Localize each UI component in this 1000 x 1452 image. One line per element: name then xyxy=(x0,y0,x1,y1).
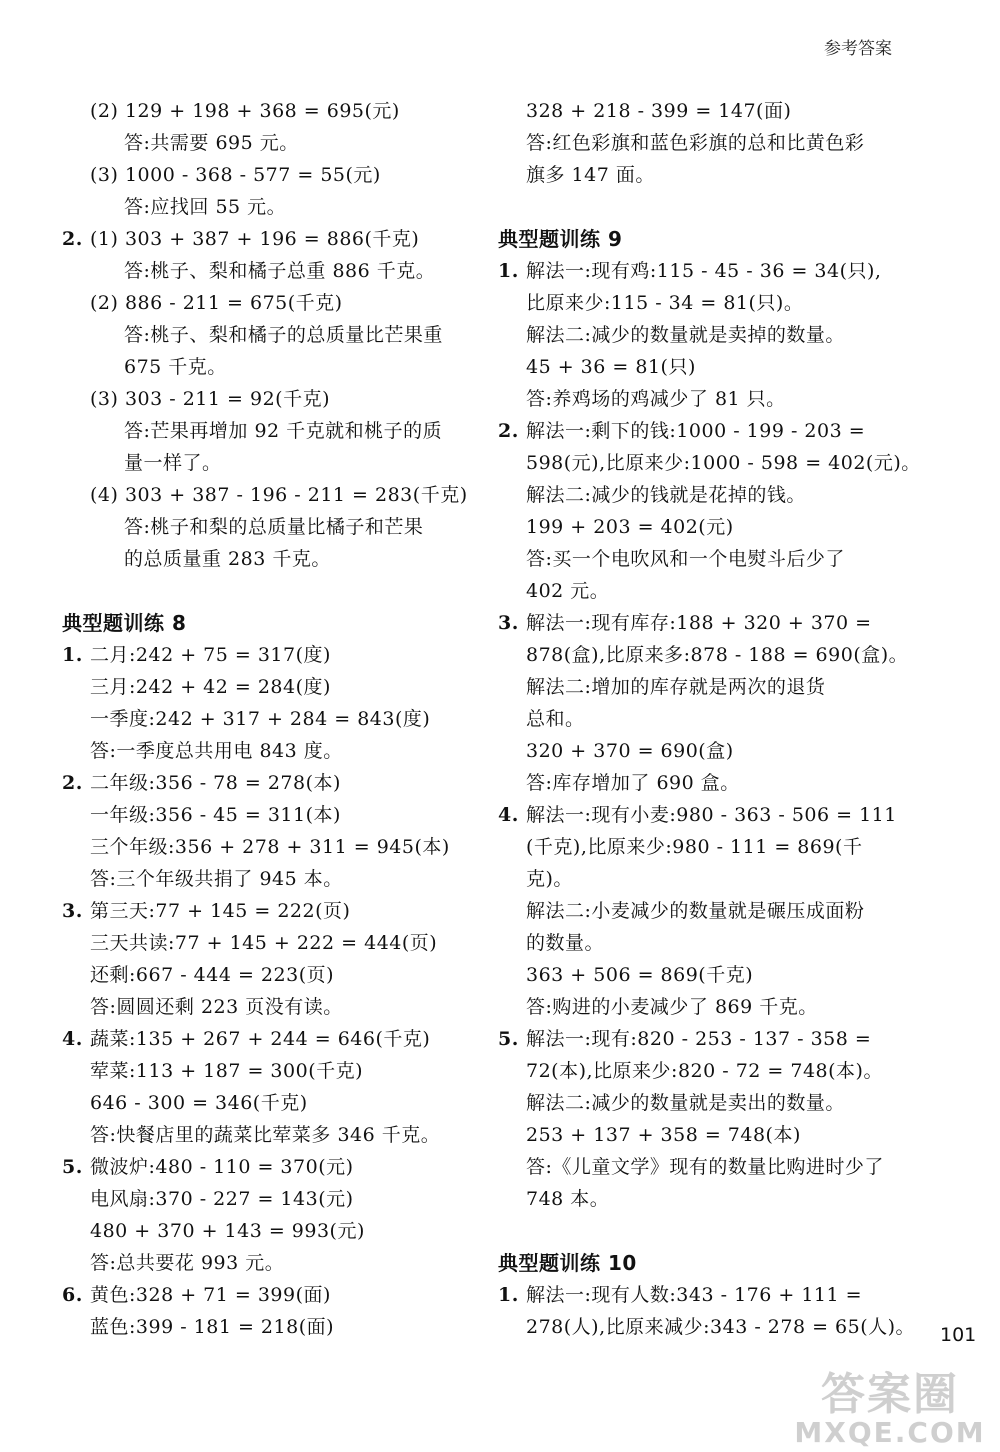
question-number: 4. xyxy=(62,1028,83,1050)
line-text: 二年级:356 - 78 = 278(本) xyxy=(90,772,341,794)
line-text: (1) 303 + 387 + 196 = 886(千克) xyxy=(90,228,420,250)
spacer xyxy=(498,1215,898,1247)
answer-line xyxy=(498,735,898,767)
answer-line xyxy=(62,383,462,415)
line-text: 荤菜:113 + 187 = 300(千克) xyxy=(90,1060,364,1082)
answer-line xyxy=(62,1183,462,1215)
answer-line xyxy=(498,607,898,639)
line-text: 答:《儿童文学》现有的数量比购进时少了 xyxy=(526,1156,884,1178)
answer-line xyxy=(498,255,898,287)
line-text: 748 本。 xyxy=(526,1188,610,1210)
answer-line xyxy=(498,1055,898,1087)
answer-line xyxy=(498,767,898,799)
line-text: 答:桃子、梨和橘子总重 886 千克。 xyxy=(124,260,436,282)
answer-line xyxy=(62,159,462,191)
line-text: 598(元),比原来少:1000 - 598 = 402(元)。 xyxy=(526,452,921,474)
line-text: 解法一:现有人数:343 - 176 + 111 = xyxy=(526,1284,863,1306)
answer-line xyxy=(62,799,462,831)
spacer xyxy=(62,575,462,607)
answer-line xyxy=(498,1119,898,1151)
line-text: 答:养鸡场的鸡减少了 81 只。 xyxy=(526,388,786,410)
line-text: 一季度:242 + 317 + 284 = 843(度) xyxy=(90,708,431,730)
line-text: 答:桃子和梨的总质量比橘子和芒果 xyxy=(124,516,424,538)
answer-line xyxy=(62,703,462,735)
line-text: 答:三个年级共捐了 945 本。 xyxy=(90,868,343,890)
answer-line xyxy=(62,95,462,127)
line-text: (2) 129 + 198 + 368 = 695(元) xyxy=(90,100,400,122)
line-text: 解法二:减少的数量就是卖出的数量。 xyxy=(526,1092,845,1114)
line-text: (3) 303 - 211 = 92(千克) xyxy=(90,388,330,410)
section-heading xyxy=(498,223,898,255)
watermark-text-bottom: MXQE.COM xyxy=(794,1416,986,1449)
line-text: 402 元。 xyxy=(526,580,610,602)
right-column xyxy=(498,95,921,1343)
answer-line xyxy=(498,959,898,991)
line-text: 解法二:减少的钱就是花掉的钱。 xyxy=(526,484,806,506)
watermark-logo xyxy=(785,1369,995,1450)
answer-line xyxy=(498,1151,898,1183)
answer-line xyxy=(498,159,898,191)
line-text: 量一样了。 xyxy=(124,452,222,474)
question-number: 6. xyxy=(62,1284,83,1306)
answer-line xyxy=(62,959,462,991)
page-header: 参考答案 xyxy=(824,39,892,59)
line-text: 675 千克。 xyxy=(124,356,227,378)
answer-line xyxy=(498,447,921,479)
question-number: 2. xyxy=(62,228,83,250)
answer-line xyxy=(62,127,462,159)
question-number: 3. xyxy=(498,612,519,634)
line-text: 45 + 36 = 81(只) xyxy=(526,356,696,378)
answer-line xyxy=(498,319,898,351)
answer-line xyxy=(62,351,462,383)
answer-line xyxy=(498,831,898,863)
answer-line xyxy=(498,927,898,959)
answer-line xyxy=(62,927,462,959)
line-text: 三天共读:77 + 145 + 222 = 444(页) xyxy=(90,932,438,954)
line-text: (千克),比原来少:980 - 111 = 869(千 xyxy=(526,836,863,858)
answer-line xyxy=(62,447,462,479)
answer-line xyxy=(498,671,898,703)
line-text: 典型题训练 8 xyxy=(62,611,187,635)
answer-line xyxy=(498,703,898,735)
line-text: 解法一:现有:820 - 253 - 137 - 358 = xyxy=(526,1028,872,1050)
line-text: 电风扇:370 - 227 = 143(元) xyxy=(90,1188,354,1210)
question-number: 1. xyxy=(498,1284,519,1306)
answer-line xyxy=(498,863,898,895)
answer-line xyxy=(498,799,898,831)
line-text: 解法一:现有库存:188 + 320 + 370 = xyxy=(526,612,872,634)
question-number: 5. xyxy=(498,1028,519,1050)
answer-line xyxy=(498,383,898,415)
answer-line xyxy=(498,1183,898,1215)
line-text: 363 + 506 = 869(千克) xyxy=(526,964,754,986)
page-number: 101 xyxy=(940,1324,977,1346)
answer-line xyxy=(498,1279,898,1311)
line-text: 一年级:356 - 45 = 311(本) xyxy=(90,804,341,826)
line-text: 72(本),比原来少:820 - 72 = 748(本)。 xyxy=(526,1060,883,1082)
line-text: 二月:242 + 75 = 317(度) xyxy=(90,644,331,666)
line-text: 答:一季度总共用电 843 度。 xyxy=(90,740,343,762)
answer-line xyxy=(498,127,898,159)
answer-line xyxy=(62,1247,462,1279)
line-text: 解法一:剩下的钱:1000 - 199 - 203 = xyxy=(526,420,866,442)
answer-line xyxy=(62,1055,462,1087)
question-number: 2. xyxy=(62,772,83,794)
answer-line xyxy=(62,671,462,703)
answer-line xyxy=(498,639,909,671)
question-number: 5. xyxy=(62,1156,83,1178)
line-text: 第三天:77 + 145 = 222(页) xyxy=(90,900,351,922)
line-text: 278(人),比原来减少:343 - 278 = 65(人)。 xyxy=(526,1316,916,1338)
answer-line xyxy=(62,319,462,351)
line-text: 典型题训练 9 xyxy=(498,227,623,251)
answer-line xyxy=(498,287,898,319)
section-heading xyxy=(498,1247,898,1279)
line-text: 878(盒),比原来多:878 - 188 = 690(盒)。 xyxy=(526,644,909,666)
question-number: 1. xyxy=(498,260,519,282)
answer-line xyxy=(62,831,462,863)
line-text: 解法一:现有小麦:980 - 363 - 506 = 111 xyxy=(526,804,897,826)
answer-line xyxy=(62,1279,462,1311)
line-text: 蓝色:399 - 181 = 218(面) xyxy=(90,1316,335,1338)
line-text: 答:应找回 55 元。 xyxy=(124,196,287,218)
answer-line xyxy=(62,1215,462,1247)
line-text: (2) 886 - 211 = 675(千克) xyxy=(90,292,343,314)
answer-line xyxy=(62,1311,462,1343)
line-text: 的总质量重 283 千克。 xyxy=(124,548,331,570)
line-text: 总和。 xyxy=(526,708,585,730)
line-text: 320 + 370 = 690(盒) xyxy=(526,740,734,762)
answer-line xyxy=(62,767,462,799)
line-text: 328 + 218 - 399 = 147(面) xyxy=(526,100,792,122)
answer-line xyxy=(62,895,462,927)
line-text: 旗多 147 面。 xyxy=(526,164,655,186)
answer-line xyxy=(498,575,898,607)
line-text: 答:芒果再增加 92 千克就和桃子的质 xyxy=(124,420,443,442)
line-text: 微波炉:480 - 110 = 370(元) xyxy=(90,1156,354,1178)
line-text: 答:买一个电吹风和一个电熨斗后少了 xyxy=(526,548,845,570)
line-text: 克)。 xyxy=(526,868,573,890)
answer-line xyxy=(62,511,462,543)
line-text: (3) 1000 - 368 - 577 = 55(元) xyxy=(90,164,381,186)
answer-line xyxy=(498,1311,916,1343)
question-number: 3. xyxy=(62,900,83,922)
left-column xyxy=(62,95,468,1343)
answer-line xyxy=(498,895,898,927)
answer-line xyxy=(62,1151,462,1183)
line-text: 解法二:减少的数量就是卖掉的数量。 xyxy=(526,324,845,346)
answer-line xyxy=(62,639,462,671)
answer-line xyxy=(62,415,462,447)
question-number: 1. xyxy=(62,644,83,666)
answer-line xyxy=(498,511,898,543)
answer-line xyxy=(62,1119,462,1151)
answer-line xyxy=(62,543,462,575)
line-text: 黄色:328 + 71 = 399(面) xyxy=(90,1284,331,1306)
answer-line xyxy=(62,287,462,319)
answer-line xyxy=(62,991,462,1023)
line-text: 答:红色彩旗和蓝色彩旗的总和比黄色彩 xyxy=(526,132,865,154)
line-text: 典型题训练 10 xyxy=(498,1251,637,1275)
line-text: 253 + 137 + 358 = 748(本) xyxy=(526,1124,801,1146)
line-text: 三月:242 + 42 = 284(度) xyxy=(90,676,331,698)
line-text: 答:桃子、梨和橘子的总质量比芒果重 xyxy=(124,324,443,346)
answer-line xyxy=(498,95,898,127)
line-text: 的数量。 xyxy=(526,932,605,954)
line-text: 解法一:现有鸡:115 - 45 - 36 = 34(只), xyxy=(526,260,882,282)
watermark-text-top: 答案圈 xyxy=(821,1369,959,1420)
line-text: 646 - 300 = 346(千克) xyxy=(90,1092,308,1114)
answer-line xyxy=(62,1087,462,1119)
answer-line xyxy=(498,351,898,383)
answer-line xyxy=(498,415,898,447)
line-text: 答:圆圆还剩 223 页没有读。 xyxy=(90,996,343,1018)
line-text: 蔬菜:135 + 267 + 244 = 646(千克) xyxy=(90,1028,431,1050)
answer-line xyxy=(62,255,462,287)
line-text: 解法二:小麦减少的数量就是碾压成面粉 xyxy=(526,900,865,922)
answer-line xyxy=(62,863,462,895)
line-text: 199 + 203 = 402(元) xyxy=(526,516,734,538)
line-text: 答:购进的小麦减少了 869 千克。 xyxy=(526,996,818,1018)
section-heading xyxy=(62,607,462,639)
answer-line xyxy=(498,991,898,1023)
line-text: 解法二:增加的库存就是两次的退货 xyxy=(526,676,826,698)
question-number: 2. xyxy=(498,420,519,442)
line-text: 480 + 370 + 143 = 993(元) xyxy=(90,1220,365,1242)
answer-line xyxy=(62,1023,462,1055)
answer-line xyxy=(62,191,462,223)
line-text: 三个年级:356 + 278 + 311 = 945(本) xyxy=(90,836,450,858)
line-text: (4) 303 + 387 - 196 - 211 = 283(千克) xyxy=(90,484,468,506)
line-text: 答:库存增加了 690 盒。 xyxy=(526,772,740,794)
answer-line xyxy=(498,1087,898,1119)
line-text: 答:总共要花 993 元。 xyxy=(90,1252,285,1274)
answer-line xyxy=(62,735,462,767)
answer-line xyxy=(498,479,898,511)
line-text: 答:快餐店里的蔬菜比荤菜多 346 千克。 xyxy=(90,1124,441,1146)
answer-line xyxy=(62,479,468,511)
line-text: 答:共需要 695 元。 xyxy=(124,132,299,154)
answer-line xyxy=(62,223,462,255)
spacer xyxy=(498,191,898,223)
answer-line xyxy=(498,1023,898,1055)
question-number: 4. xyxy=(498,804,519,826)
line-text: 还剩:667 - 444 = 223(页) xyxy=(90,964,335,986)
line-text: 比原来少:115 - 34 = 81(只)。 xyxy=(526,292,804,314)
answer-line xyxy=(498,543,898,575)
